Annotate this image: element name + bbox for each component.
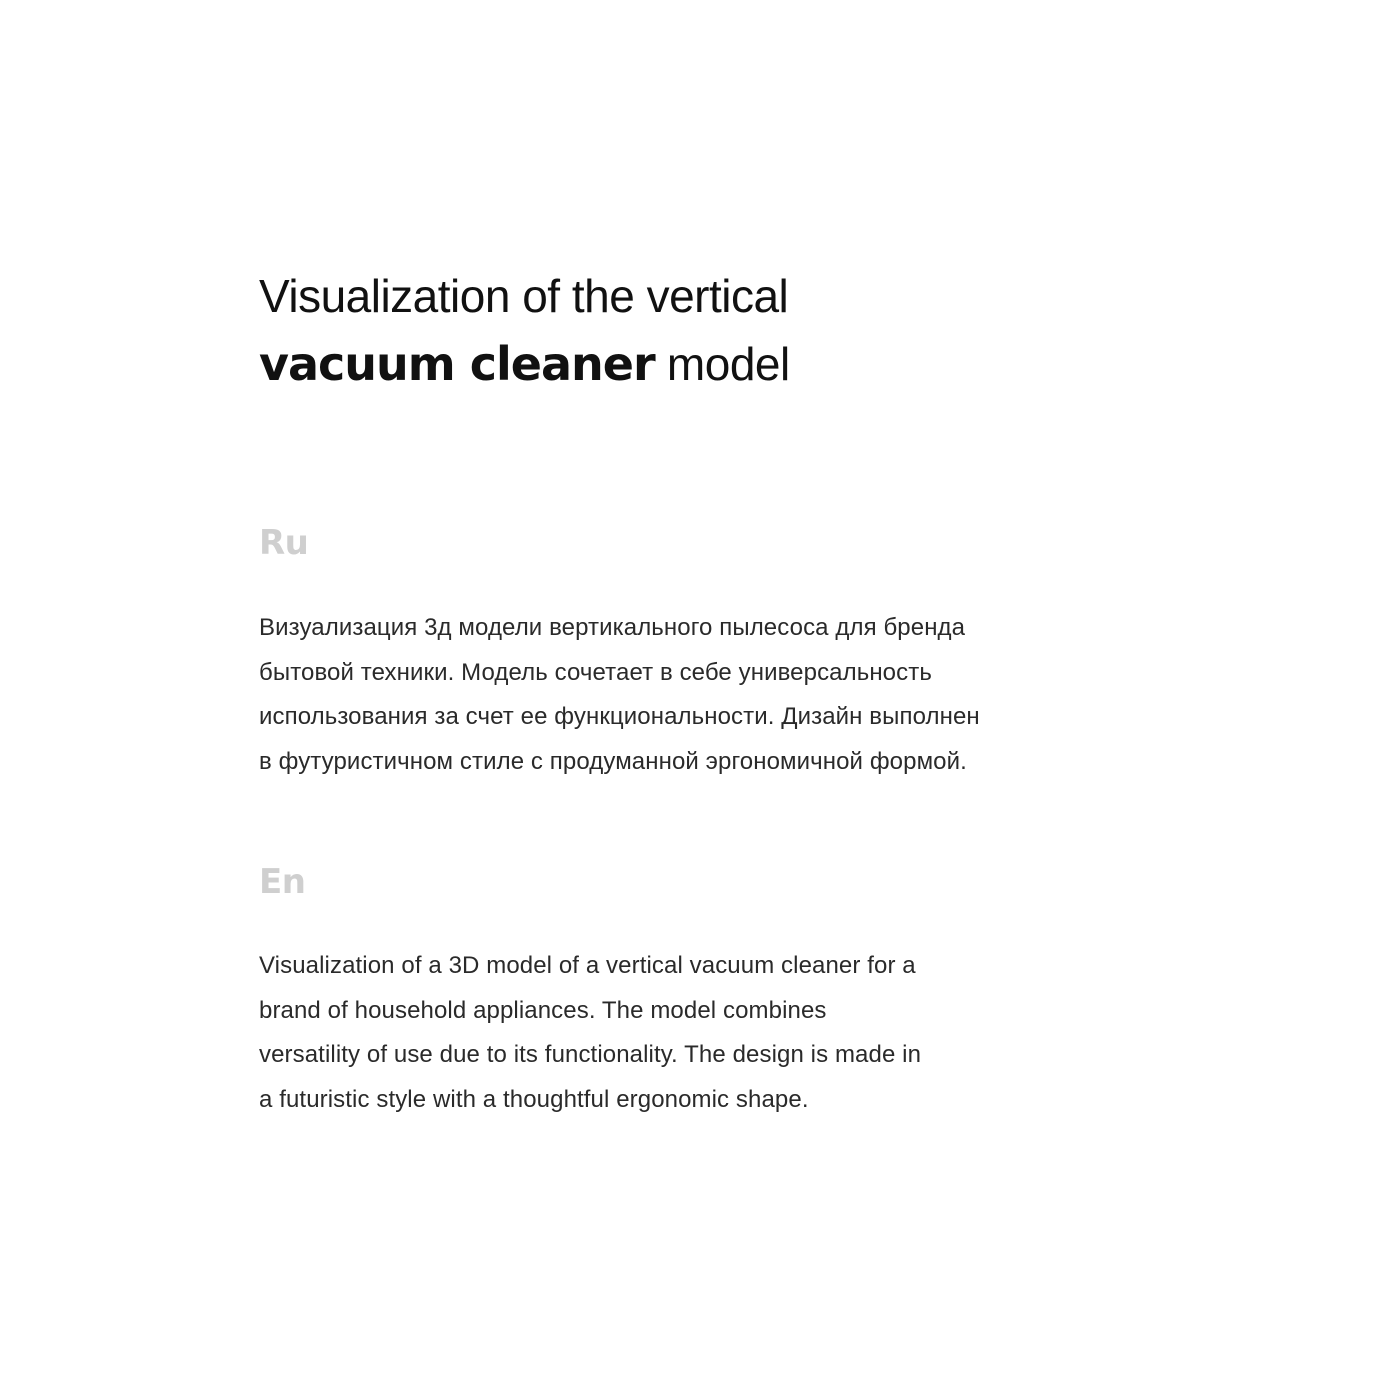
description-en <box>259 944 1159 1122</box>
description-ru-line: Визуализация 3д модели вертикального пылесоса для бренда <box>259 614 966 641</box>
description-en-line: brand of household appliances. The model combines <box>259 996 827 1024</box>
title-line-1: Visualization of the vertical <box>259 270 789 322</box>
description-ru <box>259 606 1159 784</box>
description-ru-line: бытовой техники. Модель сочетает в себе универсальность <box>259 658 932 686</box>
description-ru-line: в футуристичном стиле с продуманной эргономичной формой. <box>259 747 967 775</box>
title-bold-text: vacuum cleaner <box>259 337 655 391</box>
page-title <box>259 262 790 398</box>
language-label-en: En <box>259 862 306 902</box>
description-ru-line: использования за счет ее функциональности. Дизайн выполнен <box>259 703 980 730</box>
description-en-line: a futuristic style with a thoughtful ergonomic shape. <box>259 1085 809 1113</box>
description-en-line: Visualization of a 3D model of a vertical vacuum cleaner for a <box>259 952 916 979</box>
language-label-ru: Ru <box>259 523 309 563</box>
description-en-line: versatility of use due to its functionality. The design is made in <box>259 1041 922 1068</box>
title-line-2-rest: model <box>654 338 790 390</box>
